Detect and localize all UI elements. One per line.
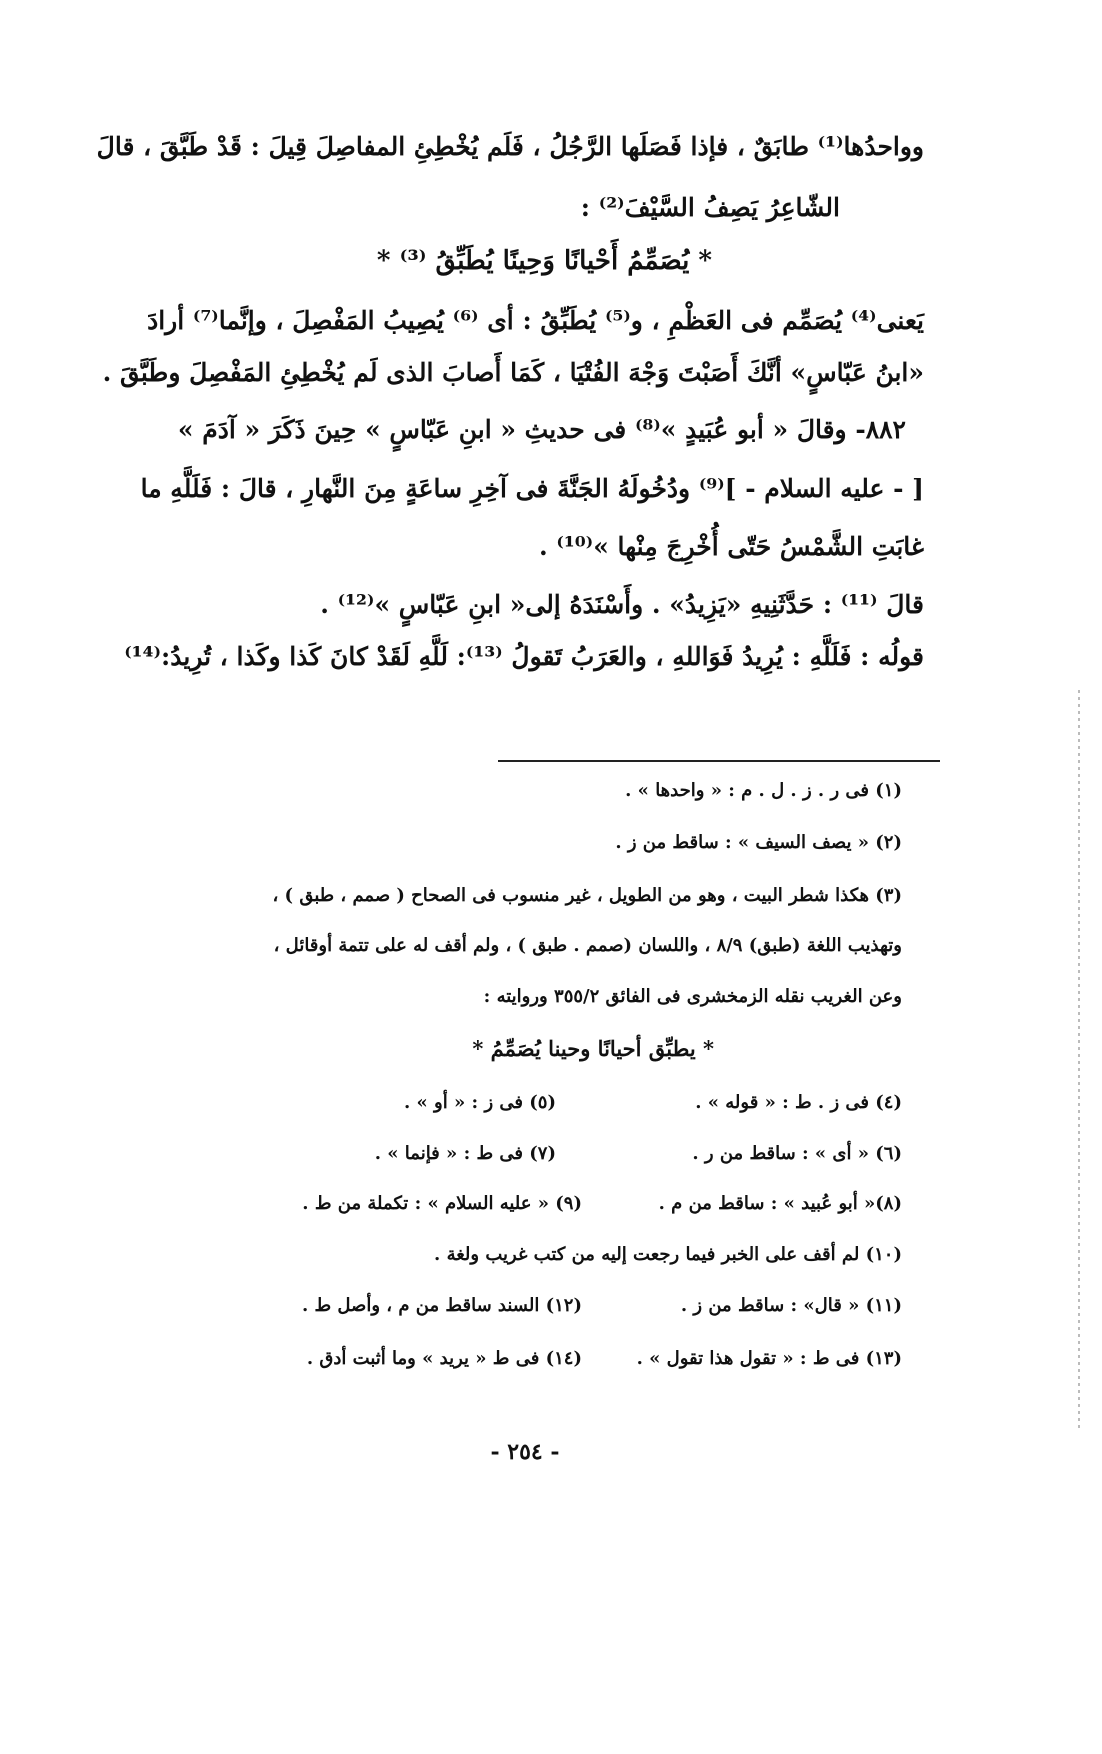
body-line-1: وواحدُها⁽¹⁾ طابَقٌ ، فإذا فَصَلَها الرَّجُلُ ، فَلَم يُخْطِئِ المفاصِلَ قِيلَ : قَدْ طَبَّقَ ، قالَ	[96, 132, 924, 161]
scan-edge	[1078, 690, 1080, 1430]
footnote-7: (٧) فى ط : « فإنما » .	[374, 1143, 556, 1164]
footnote-14: (١٤) فى ط « يريد » وما أثبت أدق .	[306, 1348, 582, 1369]
footnote-10: (١٠) لم أقف على الخبر فيما رجعت إليه من كتب غريب ولغة .	[434, 1244, 902, 1265]
footnote-13: (١٣) فى ط : « تقول هذا تقول » .	[636, 1348, 902, 1369]
body-line-4: «ابنُ عَبّاسٍ» أنَّكَ أَصَبْتَ وَجْهَ الفُتْيَا ، كَمَا أَصابَ الذى لَم يُخْطِئِ المَفْصِلَ وطَبَّقَ .	[102, 358, 924, 387]
footnote-3: (٣) هكذا شطر البيت ، وهو من الطويل ، غير منسوب فى الصحاح ( صمم ، طبق ) ،	[272, 885, 902, 906]
footnote-separator	[498, 760, 940, 762]
footnote-9: (٩) « عليه السلام » : تكملة من ط .	[302, 1193, 582, 1214]
body-line-3: يَعنى⁽⁴⁾ يُصَمِّم فى العَظْمِ ، و⁽⁵⁾ يُطَبِّقُ : أى ⁽⁶⁾ يُصِيبُ المَفْصِلَ ، وإنَّما⁽⁷⁾ أرادَ	[147, 306, 924, 335]
body-line-8: قالَ ⁽¹¹⁾ : حَدَّثَنِيهِ «يَزِيدُ» . وأَسْنَدَهُ إلى« ابنِ عَبّاسٍ »⁽¹²⁾ .	[320, 590, 924, 619]
footnote-verse: * يطبِّق أحيانًا وحينا يُصَمِّمُ *	[472, 1036, 714, 1061]
verse-line: * يُصَمِّمُ أَحْيانًا وَحِينًا يُطَبِّقُ ⁽³⁾ *	[376, 246, 712, 276]
body-line-9: قولُه : فَلَلَّهِ : يُرِيدُ فَوَاللهِ ، والعَرَبُ تَقولُ ⁽¹³⁾: لَلَّهِ لَقَدْ كانَ كَذا وكَذا ، تُرِيدُ:⁽¹⁴⁾	[124, 642, 924, 671]
footnote-11: (١١) « قال» : ساقط من ز .	[680, 1295, 902, 1316]
footnote-1: (١) فى ر . ز . ل . م : « واحدها » .	[625, 780, 902, 801]
footnote-8: (٨)« أبو عُبيد » : ساقط من م .	[658, 1193, 902, 1214]
footnote-3-cont-1: وتهذيب اللغة (طبق) ٨/٩ ، واللسان (صمم . طبق ) ، ولم أقف له على تتمة أوقائل ،	[273, 935, 902, 956]
body-line-7: غابَتِ الشَّمْسُ حَتّى أُخْرِجَ مِنْها »⁽¹⁰⁾ .	[539, 532, 924, 561]
footnote-4: (٤) فى ز . ط : « قوله » .	[695, 1092, 902, 1113]
footnote-5: (٥) فى ز : « أو » .	[404, 1092, 556, 1113]
body-line-5: ٨٨٢- وقالَ « أبو عُبَيدٍ »⁽⁸⁾ فى حديثِ « ابنِ عَبّاسٍ » حِينَ ذَكَرَ « آدَمَ »	[177, 415, 906, 444]
body-line-6: [ - عليه السلام - ]⁽⁹⁾ ودُخُولَهُ الجَنَّةَ فى آخِرِ ساعَةٍ مِنَ النَّهارِ ، قالَ : فَلَلَّهِ ما	[140, 474, 924, 503]
footnote-3-cont-2: وعن الغريب نقله الزمخشرى فى الفائق ٣٥٥/٢ وروايته :	[483, 986, 902, 1007]
footnote-6: (٦) « أى » : ساقط من ر .	[692, 1143, 902, 1164]
footnote-12: (١٢) السند ساقط من م ، وأصل ط .	[301, 1295, 582, 1316]
page-number: - ٢٥٤ -	[490, 1439, 560, 1465]
footnote-2: (٢) « يصف السيف » : ساقط من ز .	[615, 832, 902, 853]
body-line-2: الشّاعِرُ يَصِفُ السَّيْفَ⁽²⁾ :	[580, 193, 840, 222]
